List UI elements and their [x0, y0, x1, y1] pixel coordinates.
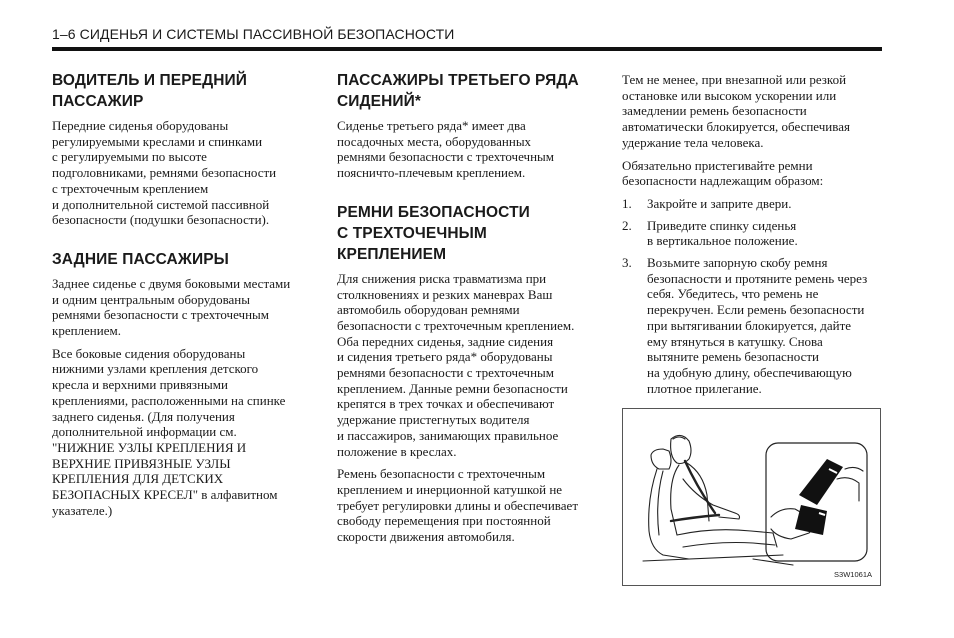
- seatbelt-drawing: [623, 409, 881, 586]
- column-1: [52, 70, 314, 525]
- heading-three-point-belts: РЕМНИ БЕЗОПАСНОСТИ С ТРЕХТОЧЕЧНЫМ КРЕПЛЕНИЕМ: [337, 203, 530, 263]
- paragraph-third-row-seat: Сиденье третьего ряда* имеет два посадочных места, оборудованных ремнями безопасности с трехточечным поясничто-плечевым креплением.: [337, 118, 554, 181]
- list-item: [622, 218, 884, 249]
- page-header: 1–6 СИДЕНЬЯ И СИСТЕМЫ ПАССИВНОЙ БЕЗОПАСНОСТИ: [52, 26, 455, 42]
- list-item-number: 2.: [622, 217, 632, 233]
- paragraph-belt-locking: Тем не менее, при внезапной или резкой остановке или высоком ускорении или замедлении ремень безопасности автоматически блокируется, обеспечивая удержание тела человека.: [622, 72, 850, 150]
- list-item: [622, 196, 884, 212]
- column-2: [337, 70, 599, 552]
- paragraph-front-seats: Передние сиденья оборудованы регулируемыми креслами и спинками с регулируемыми по высоте подголовниками, ремнями безопасности с трехточечным креплением и дополнительной системой пассивной безопасности (подушки безопасности).: [52, 118, 277, 228]
- heading-third-row: ПАССАЖИРЫ ТРЕТЬЕГО РЯДА СИДЕНИЙ*: [337, 72, 579, 110]
- paragraph-child-anchors: Все боковые сидения оборудованы нижними узлами крепления детского кресла и верхними привязными креплениями, расположенными на спинке заднего сиденья. (Для получения дополнительной информации см. "НИЖНИЕ УЗЛЫ КРЕПЛЕНИЯ И ВЕРХНИЕ ПРИВЯЗНЫЕ УЗЛЫ КРЕПЛЕНИЯ ДЛЯ ДЕТСКИХ БЕЗОПАСНЫХ КРЕСЕЛ" в алфавитном указателе.): [52, 345, 286, 518]
- paragraph-belt-equipment: Для снижения риска травматизма при столкновениях и резких маневрах Ваш автомобиль оборудован ремнями безопасности с трехточечным креплением. Оба передних сиденья, задние сидения и сидения третьего ряда* оборудованы ремнями безопасности с трехточечным креплением. Данные ремни безопасности крепятся в трех точках и обеспечивают удержание пристегнутых водителя и пассажиров, занимающих правильное положение в креслах.: [337, 270, 575, 459]
- list-item-text: Возьмите запорную скобу ремня безопасности и протяните ремень через себя. Убедитесь, что ремень не перекручен. Если ремень безопасности при вытягивании блокируется, дайте ему втянуться в катушку. Снова вытяните ремень безопасности на удобную длину, обеспечивающую плотное прилегание.: [647, 255, 868, 396]
- header-rule: [52, 47, 882, 51]
- figure-code: S3W1061A: [834, 570, 872, 579]
- column-3: [622, 72, 884, 402]
- heading-driver-front-passenger: ВОДИТЕЛЬ И ПЕРЕДНИЙ ПАССАЖИР: [52, 72, 247, 110]
- list-item-text: Приведите спинку сиденья в вертикальное положение.: [647, 217, 798, 249]
- paragraph-fasten-instructions: Обязательно пристегивайте ремни безопасности надлежащим образом:: [622, 157, 824, 189]
- list-item-text: Закройте и заприте двери.: [647, 195, 792, 211]
- list-item: [622, 255, 884, 396]
- list-item-number: 3.: [622, 255, 632, 271]
- fastening-steps-list: [622, 196, 884, 396]
- heading-rear-passengers: ЗАДНИЕ ПАССАЖИРЫ: [52, 250, 229, 268]
- paragraph-rear-seat: Заднее сиденье с двумя боковыми местами и одним центральным оборудованы ремнями безопасности с трехточечным креплением.: [52, 275, 291, 339]
- paragraph-inertia-reel: Ремень безопасности с трехточечным креплением и инерционной катушкой не требует регулировки длины и обеспечивает свободу перемещения при постоянной скорости движения автомобиля.: [337, 466, 578, 545]
- seatbelt-illustration: [622, 408, 881, 586]
- list-item-number: 1.: [622, 195, 632, 211]
